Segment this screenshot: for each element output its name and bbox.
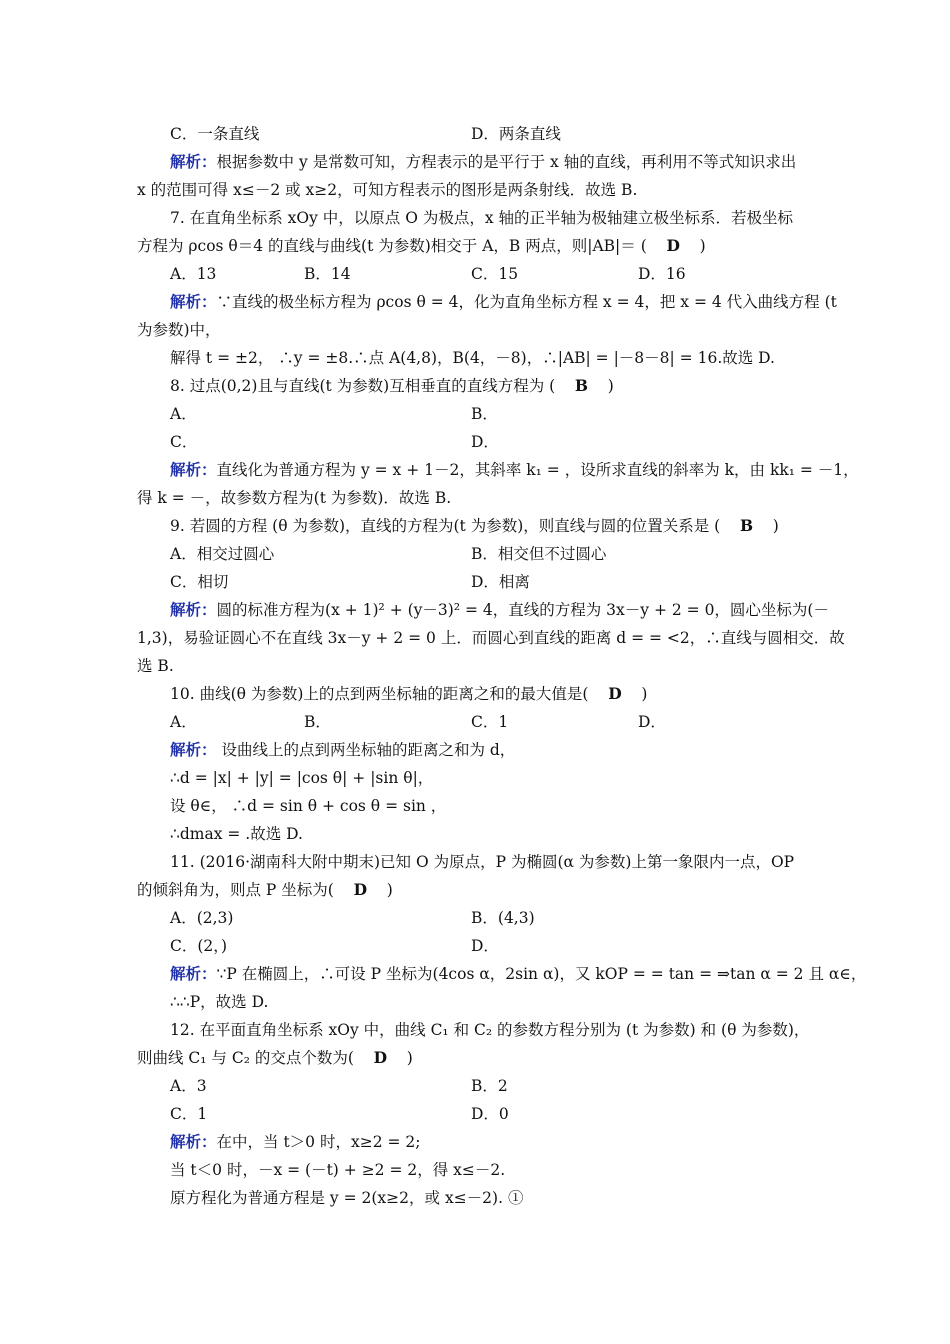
q11-stem-line-2: 的倾斜角为，则点 P 坐标为( D )	[137, 880, 393, 899]
explanation-label: 解析：	[170, 152, 217, 171]
q7-explanation-line-1: 解析：∵直线的极坐标方程为 ρcos θ = 4，化为直角坐标方程 x = 4，把 x = 4 代入曲线方程 (t	[170, 292, 837, 311]
q8-option-d: D．	[471, 433, 499, 451]
q11-option-a: A．(2,3)	[170, 909, 234, 927]
explanation-label: 解析：	[170, 460, 217, 479]
q9-option-b: B．相交但不过圆心	[471, 545, 607, 563]
q12-explanation-line-3: 原方程化为普通方程是 y = 2(x≥2，或 x≤－2). ①	[170, 1189, 524, 1207]
q7-stem-line-2: 方程为 ρcos θ＝4 的直线与曲线(t 为参数)相交于 A，B 两点，则|AB|＝ ( D )	[137, 236, 706, 255]
explanation-label: 解析：	[170, 740, 217, 759]
q9-explanation-line-2: 1,3)，易验证圆心不在直线 3x－y + 2 = 0 上．而圆心到直线的距离 d = = <2，∴直线与圆相交．故	[137, 629, 845, 647]
q11-explanation-line-1: 解析：∵P 在椭圆上，∴可设 P 坐标为(4cos α，2sin α)，又 kOP = = tan = ⇒tan α = 2 且 α∈，	[170, 964, 867, 983]
q6-option-d: D．两条直线	[471, 125, 561, 143]
q7-option-a: A．13	[170, 265, 217, 283]
explanation-label: 解析：	[170, 600, 217, 619]
q12-explanation-line-1: 解析：在中，当 t＞0 时，x≥2 = 2;	[170, 1132, 421, 1151]
q10-option-b: B．	[304, 713, 331, 731]
q6-explanation-line-1: 解析：根据参数中 y 是常数可知，方程表示的是平行于 x 轴的直线，再利用不等式知识求出	[170, 152, 797, 171]
explanation-label: 解析：	[170, 292, 217, 311]
q11-answer: D	[353, 880, 368, 899]
q12-stem-line-2: 则曲线 C₁ 与 C₂ 的交点个数为( D )	[137, 1048, 413, 1067]
q12-stem-line-1: 12. 在平面直角坐标系 xOy 中，曲线 C₁ 和 C₂ 的参数方程分别为 (t 为参数) 和 (θ 为参数)，	[170, 1021, 810, 1039]
q9-explanation-line-1: 解析：圆的标准方程为(x + 1)² + (y－3)² = 4，直线的方程为 3x－y + 2 = 0，圆心坐标为(－	[170, 600, 829, 619]
q10-stem: 10. 曲线(θ 为参数)上的点到两坐标轴的距离之和的最大值是( D )	[170, 684, 648, 703]
q7-explanation-line-2: 为参数)中，	[137, 321, 221, 339]
q7-option-c: C．15	[471, 265, 519, 283]
q10-explanation-line-1: 解析： 设曲线上的点到两坐标轴的距离之和为 d，	[170, 740, 516, 759]
q8-option-c: C．	[170, 433, 198, 451]
q7-explanation-line-3: 解得 t = ±2， ∴y = ±8.∴点 A(4,8)，B(4，－8)，∴|AB| = |－8－8| = 16.故选 D.	[170, 349, 775, 367]
q10-option-d: D．	[638, 713, 666, 731]
q11-option-d: D．	[471, 937, 499, 955]
q10-explanation-line-4: ∴dmax = .故选 D.	[170, 825, 303, 843]
q7-option-b: B．14	[304, 265, 351, 283]
q12-option-c: C．1	[170, 1105, 208, 1123]
q7-stem-line-1: 7. 在直角坐标系 xOy 中，以原点 O 为极点，x 轴的正半轴为极轴建立极坐标系．若极坐标	[170, 209, 794, 227]
q9-stem: 9. 若圆的方程 (θ 为参数)，直线的方程为(t 为参数)，则直线与圆的位置关系是 ( B )	[170, 516, 779, 535]
q8-answer: B	[574, 376, 589, 395]
q6-option-c: C．一条直线	[170, 125, 260, 143]
explanation-label: 解析：	[170, 1132, 217, 1151]
q8-explanation-line-2: 得 k = －，故参数方程为(t 为参数)．故选 B.	[137, 489, 452, 507]
q12-explanation-line-2: 当 t＜0 时，－x = (－t) + ≥2 = 2，得 x≤－2.	[170, 1161, 506, 1179]
q12-option-d: D．0	[471, 1105, 509, 1123]
q10-explanation-line-2: ∴d = |x| + |y| = |cos θ| + |sin θ|，	[170, 769, 434, 787]
q12-option-a: A．3	[170, 1077, 207, 1095]
q9-answer: B	[739, 516, 754, 535]
q11-option-c: C．(2，)	[170, 937, 228, 955]
q8-option-a: A．	[170, 405, 197, 423]
q8-stem: 8. 过点(0,2)且与直线(t 为参数)互相垂直的直线方程为 ( B )	[170, 376, 614, 395]
q9-explanation-line-3: 选 B.	[137, 657, 174, 675]
q12-option-b: B．2	[471, 1077, 508, 1095]
q11-stem-line-1: 11. (2016·湖南科大附中期末)已知 O 为原点，P 为椭圆(α 为参数)上第一象限内一点，OP	[170, 853, 795, 871]
q11-explanation-line-2: ∴∴P，故选 D.	[170, 993, 269, 1011]
q10-answer: D	[608, 684, 622, 703]
q9-option-a: A．相交过圆心	[170, 545, 275, 563]
q8-explanation-line-1: 解析：直线化为普通方程为 y = x + 1－2，其斜率 k₁ = ，设所求直线的斜率为 k，由 kk₁ = －1，	[170, 460, 859, 479]
q7-answer: D	[666, 236, 680, 255]
explanation-label: 解析：	[170, 964, 217, 983]
q9-option-d: D．相离	[471, 573, 530, 591]
q6-explanation-line-2: x 的范围可得 x≤－2 或 x≥2，可知方程表示的图形是两条射线．故选 B.	[137, 181, 638, 199]
q9-option-c: C．相切	[170, 573, 229, 591]
q8-option-b: B．	[471, 405, 498, 423]
q10-option-a: A．	[170, 713, 197, 731]
q10-explanation-line-3: 设 θ∈， ∴d = sin θ + cos θ = sin ，	[170, 797, 447, 815]
q7-option-d: D．16	[638, 265, 686, 283]
q11-option-b: B．(4,3)	[471, 909, 535, 927]
q12-answer: D	[373, 1048, 388, 1067]
q10-option-c: C．1	[471, 713, 509, 731]
